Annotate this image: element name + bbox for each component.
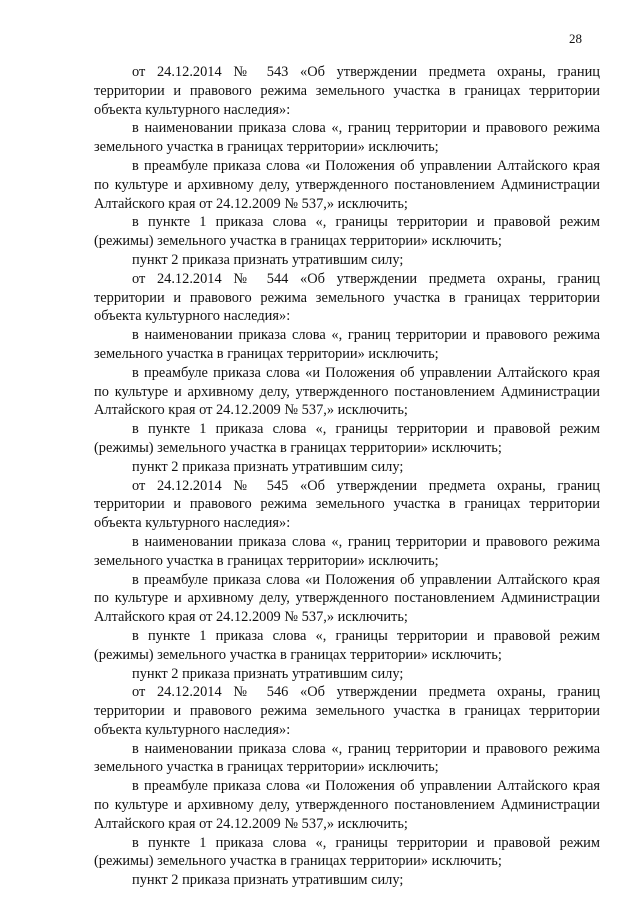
paragraph: в наименовании приказа слова «, границ территории и правового режима земельного участка в границах территории» исключить; (94, 533, 600, 569)
paragraph: в пункте 1 приказа слова «, границы территории и правовой режим (режимы) земельного участка в границах территории» исключить; (94, 834, 600, 870)
paragraph: в пункте 1 приказа слова «, границы территории и правовой режим (режимы) земельного участка в границах территории» исключить; (94, 421, 600, 456)
paragraph: пункт 2 приказа признать утратившим силу; (132, 872, 404, 889)
paragraph: от 24.12.2014 № 543 «Об утверждении предмета охраны, границ территории и правового режима земельного участка в границах территории объекта культурного наследия»: (94, 64, 600, 118)
paragraph: пункт 2 приказа признать утратившим силу; (132, 458, 404, 475)
paragraph: от 24.12.2014 № 546 «Об утверждении предмета охраны, границ территории и правового режима земельного участка в границах территории объекта культурного наследия»: (94, 684, 600, 738)
paragraph: в наименовании приказа слова «, границ территории и правового режима земельного участка в границах территории» исключить; (94, 120, 600, 156)
paragraph: в преамбуле приказа слова «и Положения об управлении Алтайского края по культуре и архивному делу, утвержденного постановлением Администрации Алтайского края от 24.12.2009 № 537,» исключить; (94, 157, 600, 212)
paragraph: пункт 2 приказа признать утратившим силу; (132, 665, 404, 682)
paragraph: пункт 2 приказа признать утратившим силу; (132, 251, 404, 268)
paragraph: в преамбуле приказа слова «и Положения об управлении Алтайского края по культуре и архивному делу, утвержденного постановлением Администрации Алтайского края от 24.12.2009 № 537,» исключить; (94, 364, 600, 419)
paragraph: в преамбуле приказа слова «и Положения об управлении Алтайского края по культуре и архивному делу, утвержденного постановлением Администрации Алтайского края от 24.12.2009 № 537,» исключить; (94, 571, 600, 626)
paragraph: в пункте 1 приказа слова «, границы территории и правовой режим (режимы) земельного участка в границах территории» исключить; (94, 214, 600, 250)
paragraph: от 24.12.2014 № 544 «Об утверждении предмета охраны, границ территории и правового режима земельного участка в границах территории объекта культурного наследия»: (94, 270, 600, 325)
paragraph: в наименовании приказа слова «, границ территории и правового режима земельного участка в границах территории» исключить; (94, 740, 600, 776)
paragraph: в преамбуле приказа слова «и Положения об управлении Алтайского края по культуре и архивному делу, утвержденного постановлением Администрации Алтайского края от 24.12.2009 № 537,» исключить; (94, 778, 600, 832)
paragraph: от 24.12.2014 № 545 «Об утверждении предмета охраны, границ территории и правового режима земельного участка в границах территории объекта культурного наследия»: (94, 477, 600, 532)
paragraph: в наименовании приказа слова «, границ территории и правового режима земельного участка в границах территории» исключить; (94, 327, 600, 362)
document-body (94, 63, 600, 890)
paragraph: в пункте 1 приказа слова «, границы территории и правовой режим (режимы) земельного участка в границах территории» исключить; (94, 627, 600, 663)
page-number: 28 (569, 31, 582, 46)
